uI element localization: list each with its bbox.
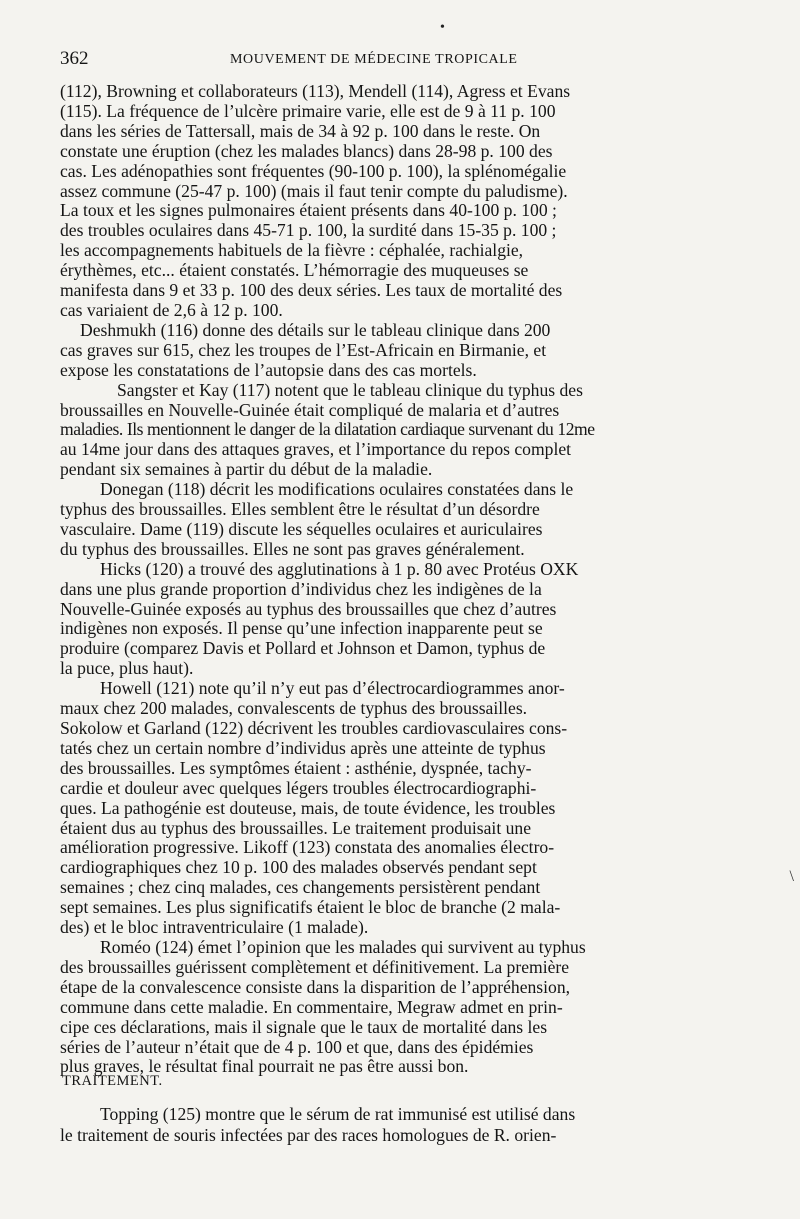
text-line: indigènes non exposés. Il pense qu’une infection inapparente peut se [60,618,543,639]
paragraph-sangster [60,381,705,481]
paragraph-hicks [60,560,705,679]
text-line: amélioration progressive. Likoff (123) constata des anomalies électro- [60,837,555,858]
text-line: semaines ; chez cinq malades, ces changements persistèrent pendant [60,877,541,898]
text-line: tatés chez un certain nombre d’individus après une atteinte de typhus [60,737,546,758]
running-head: MOUVEMENT DE MÉDECINE TROPICALE [230,52,518,67]
text-line: La toux et les signes pulmonaires étaient présents dans 40-100 p. 100 ; [60,200,557,221]
text-line: cipe ces déclarations, mais il signale que le taux de mortalité dans les [60,1016,548,1037]
margin-mark: \ [789,868,794,885]
text-line: commune dans cette maladie. En commentaire, Megraw admet en prin- [60,996,563,1017]
paragraph-deshmukh [60,321,705,381]
text-line: Nouvelle-Guinée exposés au typhus des broussailles que chez d’autres [60,598,557,619]
text-line: des broussailles. Les symptômes étaient : asthénie, dyspnée, tachy- [60,757,532,778]
text-line: au 14me jour dans des attaques graves, et l’importance du repos complet [60,439,572,460]
text-line: vasculaire. Dame (119) discute les séquelles oculaires et auriculaires [60,518,543,539]
text-line: sept semaines. Les plus significatifs étaient le bloc de branche (2 mala- [60,897,561,918]
paragraph-donegan [60,480,705,560]
text-line: cas variaient de 2,6 à 12 p. 100. [60,299,283,320]
section-heading: TRAITEMENT. [62,1073,163,1089]
paragraph-topping [60,1104,705,1145]
text-line: (112), Browning et collaborateurs (113), Mendell (114), Agress et Evans [60,81,571,101]
text-line: Topping (125) montre que le sérum de rat immunisé est utilisé dans [100,1104,576,1124]
text-line: Hicks (120) a trouvé des agglutinations à 1 p. 80 avec Protéus OXK [100,558,579,579]
text-line: expose les constatations de l’autopsie dans des cas mortels. [60,359,477,380]
paragraph-continuation [60,82,705,321]
text-line: étape de la convalescence consiste dans la disparition de l’appréhension, [60,976,571,997]
text-line: Sokolow et Garland (122) décrivent les troubles cardiovasculaires cons- [60,718,568,738]
text-line: érythèmes, etc... étaient constatés. L’hémorragie des muqueuses se [60,260,529,281]
body-text [60,82,705,1077]
text-line: dans les séries de Tattersall, mais de 34 à 92 p. 100 dans le reste. On [60,120,541,141]
text-line: Roméo (124) émet l’opinion que les malades qui survivent au typhus [100,936,586,957]
top-dot-mark: • [440,20,445,35]
paragraph-howell [60,679,705,938]
text-line: typhus des broussailles. Elles semblent être le résultat d’un désordre [60,499,540,520]
text-line: (115). La fréquence de l’ulcère primaire varie, elle est de 9 à 11 p. 100 [60,100,556,121]
text-line: maux chez 200 malades, convalescents de typhus des broussailles. [60,698,528,719]
text-line: plus graves, le résultat final pourrait ne pas être aussi bon. [60,1056,469,1077]
text-line: cardie et douleur avec quelques légers troubles électrocardiographi- [60,777,537,798]
text-line: maladies. Ils mentionnent le danger de la dilatation cardiaque survenant du 12me [60,419,595,440]
text-line: produire (comparez Davis et Pollard et Johnson et Damon, typhus de [60,638,546,659]
text-line: cas. Les adénopathies sont fréquentes (90-100 p. 100), la splénomégalie [60,160,567,181]
text-line: des) et le bloc intraventriculaire (1 malade). [60,917,369,938]
text-line: la puce, plus haut). [60,658,194,679]
text-line: ques. La pathogénie est douteuse, mais, de toute évidence, les troubles [60,797,556,818]
paragraph-romeo [60,938,705,1077]
text-line: du typhus des broussailles. Elles ne sont pas graves généralement. [60,538,525,559]
page-number: 362 [60,48,89,69]
text-line: les accompagnements habituels de la fièvre : céphalée, rachialgie, [60,240,524,261]
text-line: séries de l’auteur n’était que de 4 p. 100 et que, dans des épidémies [60,1036,534,1057]
text-line: des troubles oculaires dans 45-71 p. 100, la surdité dans 15-35 p. 100 ; [60,220,557,241]
text-line: Donegan (118) décrit les modifications oculaires constatées dans le [100,479,574,500]
text-line: constate une éruption (chez les malades blancs) dans 28-98 p. 100 des [60,140,553,161]
text-line: broussailles en Nouvelle-Guinée était compliqué de malaria et d’autres [60,399,560,420]
text-line: le traitement de souris infectées par des races homologues de R. orien- [60,1124,557,1145]
text-line: Sangster et Kay (117) notent que le tableau clinique du typhus des [117,379,583,400]
text-line: des broussailles guérissent complètement et définitivement. La première [60,956,570,977]
text-line: cas graves sur 615, chez les troupes de l’Est-Africain en Birmanie, et [60,339,547,360]
text-line: pendant six semaines à partir du début de la maladie. [60,459,433,480]
text-line: étaient dus au typhus des broussailles. Le traitement produisait une [60,817,532,838]
text-line: assez commune (25-47 p. 100) (mais il faut tenir compte du paludisme). [60,180,568,201]
text-line: dans une plus grande proportion d’individus chez les indigènes de la [60,578,542,599]
text-line: Howell (121) note qu’il n’y eut pas d’électrocardiogrammes anor- [100,678,565,699]
text-line: cardiographiques chez 10 p. 100 des malades observés pendant sept [60,857,537,878]
page-header [60,48,705,74]
text-line: Deshmukh (116) donne des détails sur le tableau clinique dans 200 [80,319,551,340]
text-line: manifesta dans 9 et 33 p. 100 des deux séries. Les taux de mortalité des [60,280,563,301]
